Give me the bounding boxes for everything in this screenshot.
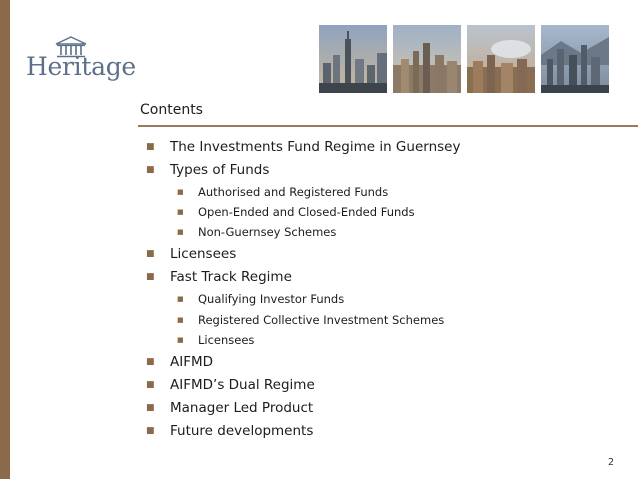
square-bullet-icon: ■ xyxy=(146,142,155,152)
square-bullet-icon: ■ xyxy=(177,316,184,324)
list-subitem-text: Non-Guernsey Schemes xyxy=(198,225,337,239)
list-subitem-text: Registered Collective Investment Schemes xyxy=(198,313,445,327)
square-bullet-icon: ■ xyxy=(146,403,155,413)
square-bullet-icon: ■ xyxy=(177,228,184,236)
square-bullet-icon: ■ xyxy=(177,336,184,344)
city-photo-3 xyxy=(467,25,535,93)
city-photo-2 xyxy=(393,25,461,93)
title-underline xyxy=(138,99,638,127)
list-subitem-text: Open-Ended and Closed-Ended Funds xyxy=(198,205,415,219)
heritage-logo xyxy=(26,36,136,86)
list-item-text: Manager Led Product xyxy=(170,400,314,416)
square-bullet-icon: ■ xyxy=(177,295,184,303)
square-bullet-icon: ■ xyxy=(177,208,184,216)
list-item-text: Future developments xyxy=(170,423,314,439)
square-bullet-icon: ■ xyxy=(177,188,184,196)
square-bullet-icon: ■ xyxy=(146,249,155,259)
square-bullet-icon: ■ xyxy=(146,272,155,282)
list-item-text: Types of Funds xyxy=(170,162,270,178)
list-item-text: Fast Track Regime xyxy=(170,269,292,285)
square-bullet-icon: ■ xyxy=(146,165,155,175)
square-bullet-icon: ■ xyxy=(146,357,155,367)
logo-wordmark: Heritage xyxy=(26,52,136,81)
list-item-text: Licensees xyxy=(170,246,237,262)
list-subitem-text: Licensees xyxy=(198,333,255,347)
list-subitem-text: Authorised and Registered Funds xyxy=(198,185,389,199)
page-title: Contents xyxy=(140,102,203,118)
city-photo-1 xyxy=(319,25,387,93)
city-photo-strip xyxy=(319,25,609,93)
left-accent-bar xyxy=(0,0,10,479)
list-item-text: AIFMD xyxy=(170,354,214,370)
list-item-text: AIFMD’s Dual Regime xyxy=(170,377,315,393)
city-photo-4 xyxy=(541,25,609,93)
list-item-text: The Investments Fund Regime in Guernsey xyxy=(170,139,461,155)
page-number: 2 xyxy=(608,457,615,468)
square-bullet-icon: ■ xyxy=(146,426,155,436)
square-bullet-icon: ■ xyxy=(146,380,155,390)
list-subitem-text: Qualifying Investor Funds xyxy=(198,292,345,306)
